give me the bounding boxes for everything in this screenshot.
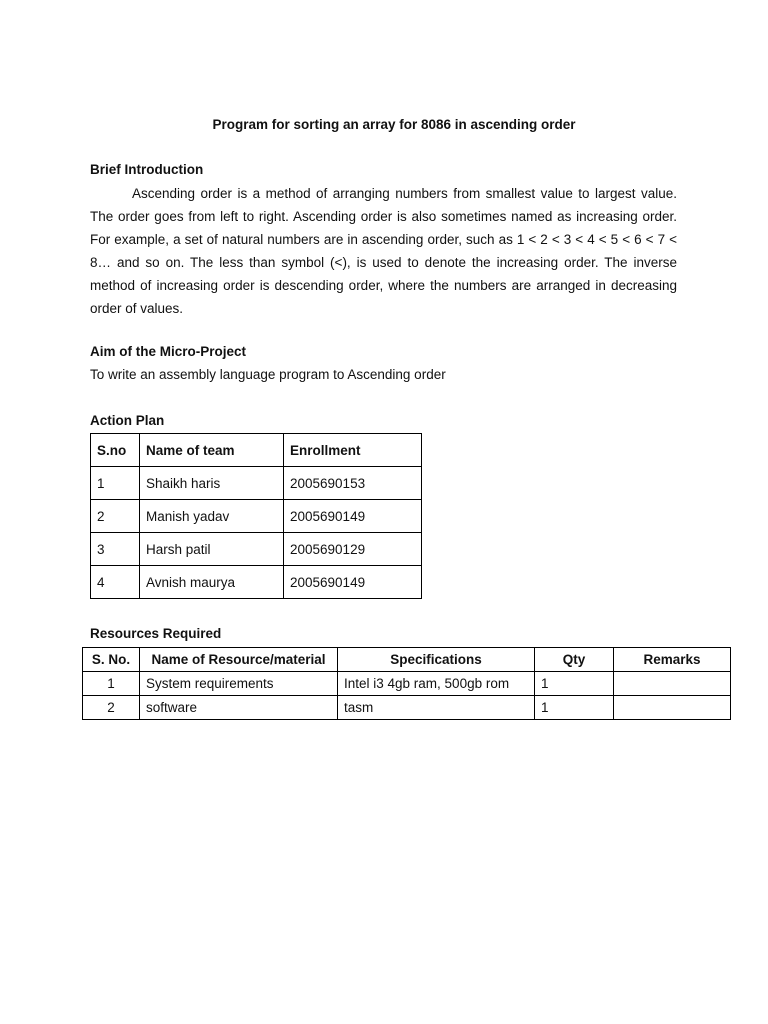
team-cell-enrollment: 2005690129 (284, 533, 422, 566)
team-header-sno: S.no (91, 434, 140, 467)
resources-cell-specifications: tasm (338, 696, 535, 720)
aim-text: To write an assembly language program to Ascending order (90, 367, 446, 382)
resources-cell-qty: 1 (535, 696, 614, 720)
resources-cell-name: System requirements (140, 672, 338, 696)
intro-heading: Brief Introduction (90, 162, 204, 177)
table-row (91, 467, 422, 500)
resources-header-remarks: Remarks (614, 648, 731, 672)
resources-cell-specifications: Intel i3 4gb ram, 500gb rom (338, 672, 535, 696)
resources-header-qty: Qty (535, 648, 614, 672)
team-cell-sno: 2 (91, 500, 140, 533)
resources-cell-name: software (140, 696, 338, 720)
resources-header-name: Name of Resource/material (140, 648, 338, 672)
table-row (83, 672, 731, 696)
team-cell-enrollment: 2005690149 (284, 500, 422, 533)
table-row (83, 696, 731, 720)
intro-paragraph (90, 182, 677, 320)
aim-heading: Aim of the Micro-Project (90, 344, 247, 359)
intro-text: Ascending order is a method of arranging numbers from smallest value to largest value. The order goes from left to right. Ascending order is also sometimes named as increasing order. For example, a set of natural numbers are in ascending order, such as 1 < 2 < 3 < 4 < 5 < 6 < 7 < 8… and so on. The less than symbol (<), is used to denote the increasing order. The inverse method of increasing order is descending order, where the numbers are arranged in decreasing order of values. (90, 186, 677, 316)
team-cell-enrollment: 2005690153 (284, 467, 422, 500)
team-cell-name: Shaikh haris (140, 467, 284, 500)
resources-cell-remarks (614, 696, 731, 720)
team-header-name: Name of team (140, 434, 284, 467)
resources-table-header-row (83, 648, 731, 672)
resources-cell-remarks (614, 672, 731, 696)
team-cell-sno: 4 (91, 566, 140, 599)
table-row (91, 500, 422, 533)
table-row (91, 533, 422, 566)
resources-cell-sno: 2 (83, 696, 140, 720)
team-cell-enrollment: 2005690149 (284, 566, 422, 599)
table-row (91, 566, 422, 599)
team-header-enrollment: Enrollment (284, 434, 422, 467)
resources-header-specifications: Specifications (338, 648, 535, 672)
resources-table (82, 647, 731, 720)
resources-cell-sno: 1 (83, 672, 140, 696)
team-cell-name: Harsh patil (140, 533, 284, 566)
team-cell-name: Avnish maurya (140, 566, 284, 599)
team-cell-sno: 3 (91, 533, 140, 566)
document-title: Program for sorting an array for 8086 in ascending order (212, 117, 576, 132)
team-table-header-row (91, 434, 422, 467)
resources-heading: Resources Required (90, 626, 222, 641)
resources-cell-qty: 1 (535, 672, 614, 696)
team-cell-sno: 1 (91, 467, 140, 500)
team-table (90, 433, 422, 599)
resources-header-sno: S. No. (83, 648, 140, 672)
action-plan-heading: Action Plan (90, 413, 165, 428)
team-cell-name: Manish yadav (140, 500, 284, 533)
